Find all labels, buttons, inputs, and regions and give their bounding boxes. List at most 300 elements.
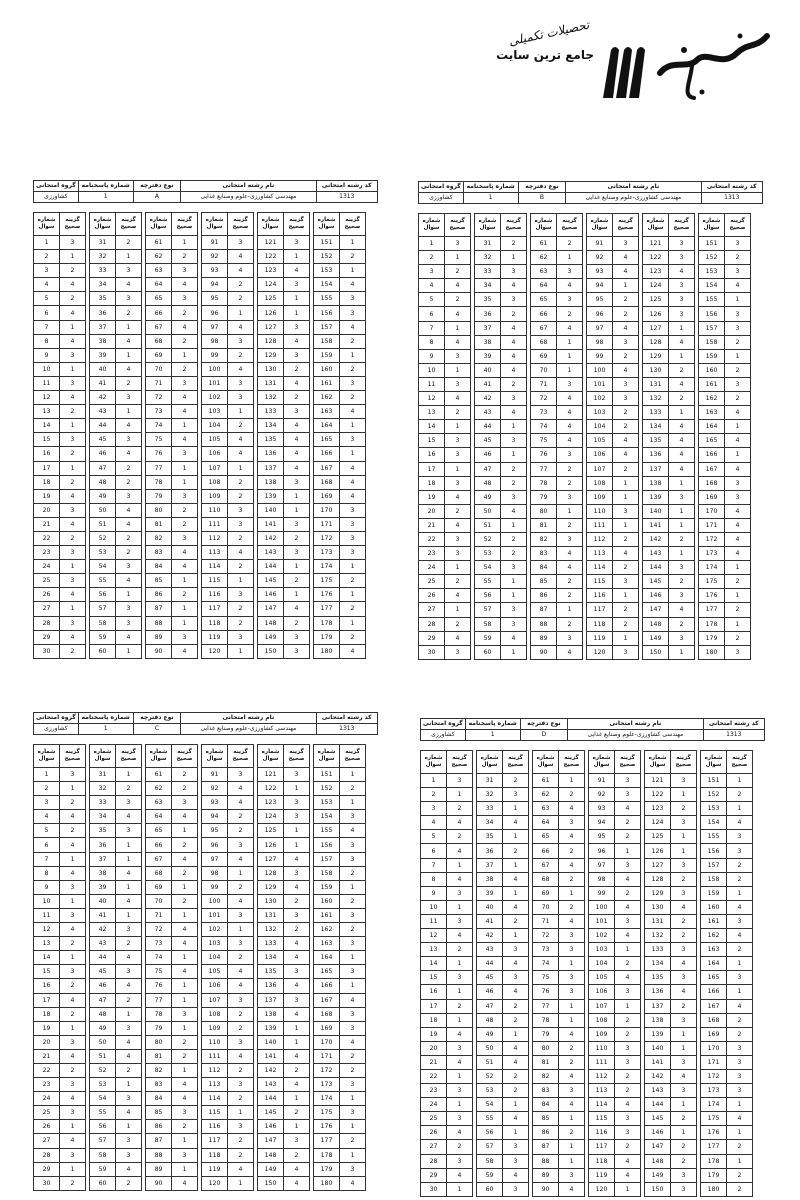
correct-option: 2	[172, 250, 198, 264]
question-number: 76	[146, 979, 172, 993]
question-number: 77	[146, 461, 172, 475]
correct-option: 4	[669, 448, 695, 462]
answer-row	[477, 999, 529, 1013]
question-number: 45	[475, 434, 501, 448]
question-number: 129	[643, 349, 669, 363]
answer-row	[477, 943, 529, 957]
question-number: 31	[90, 768, 116, 782]
question-number: 104	[589, 957, 615, 971]
question-number: 6	[421, 844, 447, 858]
answer-row	[202, 405, 254, 419]
correct-option: 2	[501, 377, 527, 391]
question-number: 128	[258, 866, 284, 880]
question-number: 123	[258, 264, 284, 278]
correct-option: 3	[725, 321, 751, 335]
answer-column-table	[420, 750, 473, 1197]
correct-option: 4	[116, 1035, 142, 1049]
question-number: 13	[421, 943, 447, 957]
question-number: 145	[258, 574, 284, 588]
correct-option: 4	[615, 929, 641, 943]
correct-option: 2	[557, 237, 583, 251]
question-number: 43	[90, 937, 116, 951]
question-number: 44	[477, 957, 503, 971]
answer-row	[421, 1182, 473, 1196]
correct-option: 1	[116, 1078, 142, 1092]
answer-row	[475, 377, 527, 391]
answer-row	[34, 362, 86, 376]
correct-option: 2	[615, 1084, 641, 1098]
answer-row	[314, 993, 366, 1007]
question-number: 46	[90, 979, 116, 993]
answer-row	[90, 782, 142, 796]
answer-row	[701, 943, 753, 957]
correct-option: 4	[445, 589, 471, 603]
question-number: 38	[475, 335, 501, 349]
answer-row	[475, 321, 527, 335]
question-number: 131	[645, 914, 671, 928]
question-number: 118	[587, 617, 613, 631]
answer-row	[258, 1162, 310, 1176]
correct-option: 2	[727, 858, 753, 872]
answer-row	[587, 392, 639, 406]
answer-row	[34, 1078, 86, 1092]
info-header-group: گروه امتحانی	[421, 719, 466, 730]
question-number: 120	[202, 1176, 228, 1190]
question-number: 86	[531, 589, 557, 603]
answer-row	[202, 475, 254, 489]
answer-row	[90, 278, 142, 292]
answer-row	[421, 830, 473, 844]
correct-option: 2	[671, 914, 697, 928]
correct-option: 1	[60, 250, 86, 264]
correct-option: 2	[501, 532, 527, 546]
question-number: 22	[419, 532, 445, 546]
answer-row	[701, 1126, 753, 1140]
question-number: 124	[645, 816, 671, 830]
answer-row	[589, 957, 641, 971]
answer-row	[589, 788, 641, 802]
question-number: 64	[146, 278, 172, 292]
correct-option: 3	[671, 858, 697, 872]
question-number: 163	[314, 405, 340, 419]
correct-option: 2	[172, 306, 198, 320]
correct-option: 1	[228, 306, 254, 320]
correct-option: 4	[172, 1078, 198, 1092]
correct-option: 1	[671, 788, 697, 802]
correct-option: 3	[228, 588, 254, 602]
answer-row	[202, 546, 254, 560]
correct-option: 3	[557, 265, 583, 279]
answer-column-header	[314, 213, 366, 236]
question-number: 88	[531, 617, 557, 631]
answer-row	[146, 236, 198, 250]
question-number: 155	[699, 293, 725, 307]
correct-option: 1	[501, 645, 527, 659]
correct-option: 1	[559, 1112, 585, 1126]
answer-row	[34, 1162, 86, 1176]
answer-row	[314, 782, 366, 796]
answer-row	[146, 588, 198, 602]
question-number: 65	[146, 292, 172, 306]
question-number: 109	[202, 1021, 228, 1035]
answer-row	[202, 1120, 254, 1134]
question-number: 33	[477, 802, 503, 816]
correct-option: 2	[116, 475, 142, 489]
answer-row	[419, 462, 471, 476]
answer-row	[202, 602, 254, 616]
answer-row	[533, 1126, 585, 1140]
question-number: 151	[314, 768, 340, 782]
question-number: 30	[421, 1182, 447, 1196]
info-header-booklet: نوع دفترچه	[520, 719, 568, 730]
correct-option: 1	[671, 1041, 697, 1055]
correct-option: 1	[727, 957, 753, 971]
answer-row	[146, 993, 198, 1007]
answer-column-header	[90, 213, 142, 236]
correct-option: 4	[447, 1055, 473, 1069]
answer-column-table	[201, 212, 254, 659]
question-number: 10	[421, 900, 447, 914]
correct-option: 1	[669, 321, 695, 335]
correct-option: 1	[228, 405, 254, 419]
answer-row	[258, 894, 310, 908]
question-number: 101	[589, 914, 615, 928]
info-value-name: مهندسی کشاورزی-علوم وصنایع غذایی	[181, 724, 316, 735]
answer-row	[533, 900, 585, 914]
question-number: 141	[258, 517, 284, 531]
correct-option: 4	[669, 377, 695, 391]
correct-option: 1	[503, 886, 529, 900]
correct-option-header: گزینه صحیح	[116, 213, 142, 236]
answer-row	[34, 292, 86, 306]
correct-option: 4	[727, 999, 753, 1013]
answer-row	[258, 923, 310, 937]
question-number: 75	[146, 433, 172, 447]
correct-option: 3	[60, 433, 86, 447]
question-number: 175	[699, 575, 725, 589]
question-number: 37	[90, 320, 116, 334]
correct-option: 4	[669, 434, 695, 448]
question-number: 9	[34, 348, 60, 362]
correct-option: 4	[60, 1092, 86, 1106]
correct-option: 2	[172, 838, 198, 852]
question-number: 111	[202, 517, 228, 531]
question-number: 123	[258, 796, 284, 810]
correct-option: 2	[613, 293, 639, 307]
answer-row	[701, 774, 753, 788]
question-number: 119	[587, 631, 613, 645]
question-number: 95	[587, 293, 613, 307]
info-header-name: نام رشته امتحانی	[181, 181, 316, 192]
answer-row	[701, 914, 753, 928]
answer-row	[146, 894, 198, 908]
answer-row	[146, 517, 198, 531]
question-number: 101	[202, 376, 228, 390]
correct-option: 1	[340, 768, 366, 782]
question-number: 15	[419, 434, 445, 448]
correct-option: 1	[116, 250, 142, 264]
answer-row	[90, 1049, 142, 1063]
question-number: 26	[419, 589, 445, 603]
question-number: 106	[202, 979, 228, 993]
answer-row	[589, 1084, 641, 1098]
correct-option: 4	[284, 852, 310, 866]
question-number: 108	[202, 475, 228, 489]
answer-row	[258, 405, 310, 419]
correct-option: 3	[501, 293, 527, 307]
answer-row	[90, 923, 142, 937]
question-number: 167	[314, 461, 340, 475]
answer-row	[475, 251, 527, 265]
info-value-booklet: A	[133, 192, 181, 203]
question-number: 98	[202, 334, 228, 348]
correct-option: 1	[559, 886, 585, 900]
answer-row	[421, 1041, 473, 1055]
correct-option: 1	[447, 788, 473, 802]
answer-row	[314, 546, 366, 560]
question-number: 101	[587, 377, 613, 391]
answer-row	[314, 503, 366, 517]
question-number: 133	[258, 405, 284, 419]
correct-option: 3	[447, 971, 473, 985]
correct-option: 1	[557, 349, 583, 363]
correct-option: 2	[340, 894, 366, 908]
question-number: 11	[34, 376, 60, 390]
answer-row	[90, 419, 142, 433]
correct-option: 4	[613, 434, 639, 448]
answer-row	[258, 433, 310, 447]
correct-option: 1	[501, 448, 527, 462]
correct-option: 1	[172, 1063, 198, 1077]
correct-option: 3	[557, 490, 583, 504]
correct-option: 4	[172, 923, 198, 937]
correct-option: 3	[340, 306, 366, 320]
question-number: 47	[90, 461, 116, 475]
answer-row	[421, 1168, 473, 1182]
question-number: 32	[90, 782, 116, 796]
question-number-header: شماره سوال	[146, 745, 172, 768]
question-number: 149	[645, 1168, 671, 1182]
correct-option: 3	[172, 1106, 198, 1120]
answer-row	[475, 645, 527, 659]
correct-option: 4	[60, 334, 86, 348]
correct-option: 4	[557, 392, 583, 406]
question-number: 59	[477, 1168, 503, 1182]
question-number: 79	[146, 489, 172, 503]
correct-option: 4	[284, 1078, 310, 1092]
answer-row	[475, 237, 527, 251]
correct-option: 3	[447, 914, 473, 928]
answer-row	[475, 363, 527, 377]
answer-row	[90, 630, 142, 644]
answer-row	[531, 645, 583, 659]
answer-column-table	[476, 750, 529, 1197]
answer-row	[258, 320, 310, 334]
question-number: 54	[475, 561, 501, 575]
answer-row	[419, 645, 471, 659]
question-number: 20	[34, 503, 60, 517]
question-number: 150	[258, 644, 284, 658]
correct-option: 1	[284, 306, 310, 320]
answer-row	[533, 929, 585, 943]
correct-option: 4	[172, 810, 198, 824]
question-number: 46	[475, 448, 501, 462]
answer-row	[146, 908, 198, 922]
answer-row	[90, 362, 142, 376]
correct-option: 2	[725, 603, 751, 617]
correct-option: 4	[228, 546, 254, 560]
question-number: 68	[146, 334, 172, 348]
question-number: 88	[146, 1148, 172, 1162]
question-number: 21	[419, 518, 445, 532]
correct-option: 4	[116, 517, 142, 531]
answer-row	[477, 1154, 529, 1168]
question-number: 67	[146, 320, 172, 334]
question-number: 112	[202, 1063, 228, 1077]
answer-row	[475, 462, 527, 476]
answer-row	[699, 448, 751, 462]
answer-row	[643, 265, 695, 279]
answer-row	[90, 475, 142, 489]
question-number: 35	[90, 824, 116, 838]
answer-row	[643, 476, 695, 490]
question-number: 94	[587, 279, 613, 293]
question-number: 36	[477, 844, 503, 858]
correct-option: 2	[615, 957, 641, 971]
answer-row	[90, 880, 142, 894]
question-number: 80	[146, 503, 172, 517]
question-number: 14	[419, 420, 445, 434]
question-number: 174	[701, 1098, 727, 1112]
question-number: 136	[258, 979, 284, 993]
answer-row	[531, 631, 583, 645]
correct-option: 1	[340, 1092, 366, 1106]
question-number: 62	[146, 250, 172, 264]
correct-option: 1	[727, 1098, 753, 1112]
question-number: 117	[589, 1140, 615, 1154]
correct-option: 4	[447, 872, 473, 886]
question-number: 130	[645, 900, 671, 914]
answer-row	[258, 993, 310, 1007]
answer-row	[645, 1084, 697, 1098]
correct-option: 3	[557, 631, 583, 645]
answer-row	[587, 547, 639, 561]
answer-row	[643, 561, 695, 575]
question-number: 5	[421, 830, 447, 844]
question-number: 68	[533, 872, 559, 886]
answer-row	[258, 1078, 310, 1092]
answer-column-header	[419, 214, 471, 237]
question-number: 2	[34, 250, 60, 264]
correct-option: 1	[671, 1098, 697, 1112]
correct-option: 2	[445, 293, 471, 307]
question-number: 18	[421, 1013, 447, 1027]
correct-option: 1	[340, 348, 366, 362]
correct-option: 2	[340, 630, 366, 644]
answer-row	[643, 293, 695, 307]
correct-option: 2	[613, 532, 639, 546]
answer-row	[34, 1120, 86, 1134]
correct-option: 1	[445, 603, 471, 617]
correct-option: 4	[340, 475, 366, 489]
correct-option: 3	[727, 1041, 753, 1055]
question-number: 102	[587, 392, 613, 406]
answer-row	[477, 1112, 529, 1126]
answer-key-sheet-c	[33, 712, 378, 1191]
answer-row	[699, 293, 751, 307]
question-number: 81	[146, 1049, 172, 1063]
answer-row	[475, 561, 527, 575]
question-number: 22	[421, 1069, 447, 1083]
correct-option: 1	[613, 476, 639, 490]
correct-option: 4	[60, 517, 86, 531]
question-number: 146	[258, 588, 284, 602]
answer-row	[419, 392, 471, 406]
question-number: 96	[589, 844, 615, 858]
correct-option: 4	[340, 461, 366, 475]
correct-option: 3	[613, 335, 639, 349]
answer-column-header	[421, 751, 473, 774]
correct-option: 4	[501, 504, 527, 518]
correct-option-header: گزینه صحیح	[671, 751, 697, 774]
correct-option: 2	[671, 1112, 697, 1126]
answer-row	[421, 774, 473, 788]
correct-option: 2	[172, 1120, 198, 1134]
answer-row	[645, 872, 697, 886]
question-number: 125	[258, 824, 284, 838]
correct-option: 3	[228, 768, 254, 782]
question-number-header: شماره سوال	[258, 745, 284, 768]
question-number: 26	[421, 1126, 447, 1140]
correct-option: 2	[445, 617, 471, 631]
correct-option: 2	[501, 462, 527, 476]
correct-option: 3	[228, 838, 254, 852]
correct-option: 1	[172, 602, 198, 616]
answer-row	[258, 602, 310, 616]
correct-option: 4	[671, 985, 697, 999]
answer-row	[587, 603, 639, 617]
correct-option: 4	[559, 914, 585, 928]
answer-row	[587, 363, 639, 377]
answer-row	[202, 461, 254, 475]
answer-row	[258, 348, 310, 362]
correct-option: 4	[503, 1055, 529, 1069]
question-number: 155	[314, 292, 340, 306]
question-number: 159	[314, 880, 340, 894]
answer-row	[645, 1112, 697, 1126]
correct-option: 3	[613, 504, 639, 518]
info-value-answer-sheet: 1	[465, 730, 520, 741]
exam-info-table	[33, 712, 378, 735]
correct-option: 4	[116, 1162, 142, 1176]
correct-option: 2	[669, 532, 695, 546]
answer-row	[475, 575, 527, 589]
answer-row	[477, 1041, 529, 1055]
correct-option: 4	[172, 320, 198, 334]
answer-row	[202, 824, 254, 838]
answer-column-header	[531, 214, 583, 237]
question-number-header: شماره سوال	[589, 751, 615, 774]
question-number: 66	[533, 844, 559, 858]
correct-option: 2	[671, 999, 697, 1013]
question-number: 38	[477, 872, 503, 886]
answer-row	[34, 1035, 86, 1049]
correct-option: 1	[228, 1106, 254, 1120]
answer-row	[258, 292, 310, 306]
answer-row	[477, 1182, 529, 1196]
correct-option: 3	[557, 293, 583, 307]
question-number-header: شماره سوال	[699, 214, 725, 237]
